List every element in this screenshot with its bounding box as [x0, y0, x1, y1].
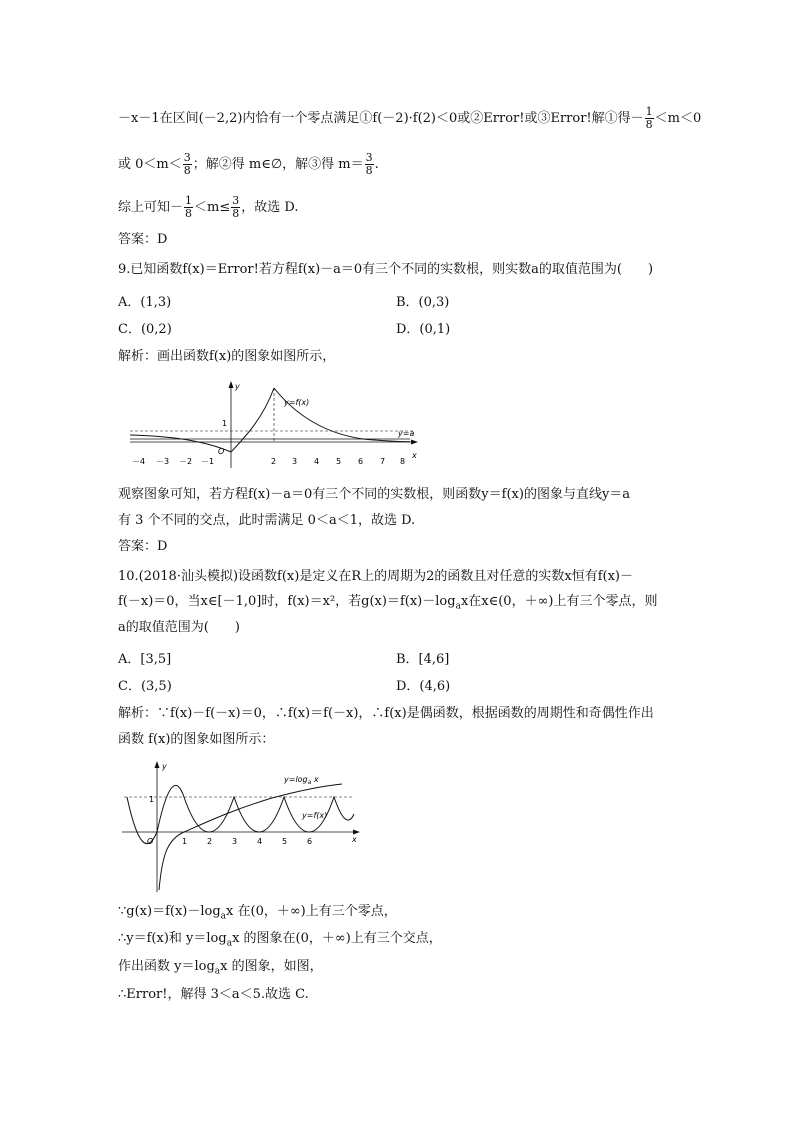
tick: －3 — [156, 457, 170, 466]
q9-observe-1: 观察图象可知，若方程f(x)－a＝0有三个不同的实数根，则函数y＝f(x)的图象与直线y＝a — [118, 487, 631, 502]
q8-text: ＜m≤ — [194, 200, 231, 215]
tick: －1 — [201, 457, 215, 466]
q10-option-a: A．[3,5] — [118, 652, 172, 667]
y-arrow-icon — [155, 761, 160, 768]
origin-label: O — [218, 447, 225, 456]
q10-text: x 的图象，如图， — [220, 959, 323, 974]
q10-stem-3: a的取值范围为( ) — [118, 620, 240, 635]
tick: 4 — [314, 457, 320, 466]
label-log — [283, 775, 319, 786]
subscript: a — [226, 938, 233, 949]
tick: 2 — [271, 457, 277, 466]
q10-text: x在x∈(0，＋∞)上有三个零点，则 — [460, 594, 658, 609]
label-one: 1 — [222, 419, 228, 428]
tick: 5 — [336, 457, 342, 466]
q10-analysis-2: 函数 f(x)的图象如图所示： — [118, 732, 275, 747]
q10-stem-2 — [118, 593, 657, 616]
q10-option-b: B．[4,6] — [396, 652, 450, 667]
tick: 1 — [182, 837, 188, 846]
q10-after-2 — [118, 930, 442, 953]
fraction: $\frac{3}{8}$ — [232, 194, 240, 220]
q10-after-4: ∴Error!，解得 3＜a＜5.故选 C. — [118, 987, 309, 1002]
q10-after-3 — [118, 958, 323, 981]
q9-observe-2: 有 3 个不同的交点，此时需满足 0＜a＜1，故选 D. — [118, 513, 416, 528]
subscript: a — [455, 601, 461, 612]
label-f: y=f(x) — [302, 811, 328, 820]
q10-text: x 的图象在(0，＋∞)上有三个交点， — [232, 931, 442, 946]
tick: 3 — [292, 457, 298, 466]
q10-option-d: D．(4,6) — [396, 679, 451, 694]
label-log-sub: a — [307, 779, 312, 786]
tick: 3 — [232, 837, 238, 846]
q8-text: －x－1在区间(－2,2)内恰有一个零点满足①f(－2)·f(2)＜0或②Error!或③Error!解①得－ — [118, 111, 644, 126]
fraction: $\frac{3}{8}$ — [365, 151, 373, 177]
x-tick-labels — [132, 457, 405, 466]
q9-stem: 9.已知函数f(x)＝Error!若方程f(x)－a＝0有三个不同的实数根，则实数a的取值范围为( ) — [118, 262, 654, 277]
x-arrow-icon — [353, 830, 360, 835]
q10-graph — [122, 758, 366, 894]
q10-text: x 在(0，＋∞)上有三个零点， — [226, 904, 397, 919]
q8-line-3 — [118, 195, 298, 220]
curve-left — [130, 435, 231, 452]
tick: 4 — [257, 837, 263, 846]
y-axis-label: y — [235, 382, 240, 391]
q10-text: f(－x)＝0，当x∈[－1,0]时，f(x)＝x²，若g(x)＝f(x)－log — [118, 594, 456, 609]
q9-option-d: D．(0,1) — [396, 322, 451, 337]
tick: 5 — [282, 837, 288, 846]
tick: 7 — [380, 457, 386, 466]
q10-analysis-1: 解析：∵f(x)－f(－x)＝0，∴f(x)＝f(－x)，∴f(x)是偶函数，根据函数的周期性和奇偶性作出 — [118, 706, 654, 721]
q8-line-2 — [118, 152, 379, 177]
tick: 8 — [400, 457, 406, 466]
origin-label: O — [147, 837, 154, 846]
label-log-text: y=log — [284, 775, 308, 784]
subscript: a — [220, 911, 227, 922]
q8-line-1 — [118, 106, 701, 131]
label-log-end: x — [311, 775, 319, 784]
q10-text: ∴y＝f(x)和 y＝log — [118, 931, 227, 946]
x-tick-labels — [182, 837, 312, 846]
y-axis-label: y — [162, 762, 167, 771]
q8-answer: 答案：D — [118, 232, 168, 247]
x-axis-label: x — [352, 835, 357, 844]
tick: 6 — [307, 837, 313, 846]
q10-after-1 — [118, 903, 397, 926]
q8-text: ；解②得 m∈∅，解③得 m＝ — [192, 157, 364, 172]
x-arrow-icon — [411, 440, 418, 445]
q9-option-a: A．(1,3) — [118, 295, 172, 310]
q9-answer: 答案：D — [118, 539, 168, 554]
q9-option-c: C．(0,2) — [118, 322, 172, 337]
q10-option-c: C．(3,5) — [118, 679, 172, 694]
x-axis-label: x — [412, 451, 417, 460]
q10-stem-1: 10.(2018·汕头模拟)设函数f(x)是定义在R上的周期为2的函数且对任意的实数x恒有f(x)－ — [118, 569, 633, 584]
label-curve: y=f(x) — [284, 398, 310, 407]
fraction: $\frac{3}{8}$ — [183, 151, 191, 177]
tick: 2 — [207, 837, 213, 846]
q8-text: 综上可知－ — [118, 200, 184, 215]
label-line-a: y=a — [398, 429, 415, 438]
fraction: $\frac{1}{8}$ — [645, 105, 653, 131]
tick: 6 — [358, 457, 364, 466]
q9-option-b: B．(0,3) — [396, 295, 450, 310]
q8-text: . — [374, 157, 379, 172]
q10-text: 作出函数 y＝log — [118, 959, 215, 974]
curve-right — [274, 388, 410, 442]
q10-text: ∵g(x)＝f(x)－log — [118, 904, 221, 919]
q9-analysis: 解析：画出函数f(x)的图象如图所示， — [118, 349, 336, 364]
fraction: $\frac{1}{8}$ — [185, 194, 193, 220]
label-one: 1 — [149, 795, 155, 804]
subscript: a — [214, 966, 221, 977]
q8-text: 或 0＜m＜ — [118, 157, 182, 172]
tick: －2 — [179, 457, 193, 466]
q9-graph — [128, 378, 424, 470]
q8-text: ，故选 D. — [241, 200, 299, 215]
y-arrow-icon — [229, 381, 234, 388]
tick: －4 — [132, 457, 146, 466]
q8-text: ＜m＜0 — [654, 111, 702, 126]
